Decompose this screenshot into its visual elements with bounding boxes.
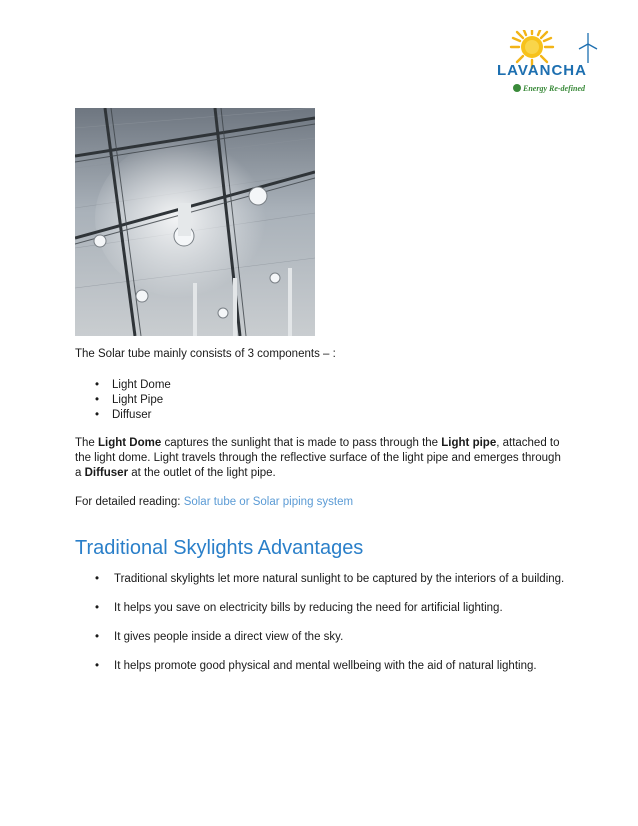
term-diffuser: Diffuser — [84, 467, 129, 479]
list-item: • It helps promote good physical and mental wellbeing with the aid of natural lighting. — [95, 659, 565, 674]
advantages-list — [95, 572, 565, 688]
logo-wordmark: LAVANCHA — [497, 62, 587, 79]
list-item: • Traditional skylights let more natural sunlight to be captured by the interiors of a building. — [95, 572, 565, 587]
solar-tube-link[interactable]: Solar tube or Solar piping system — [183, 496, 354, 508]
list-item: • It helps you save on electricity bills by reducing the need for artificial lighting. — [95, 601, 565, 616]
globe-icon — [513, 84, 521, 92]
intro-text: The Solar tube mainly consists of 3 components – : — [75, 348, 336, 360]
section-heading: Traditional Skylights Advantages — [75, 537, 364, 559]
term-light-dome: Light Dome — [98, 437, 162, 449]
warehouse-ceiling-photo — [75, 108, 315, 336]
list-item: • Light Pipe — [95, 393, 171, 408]
description-paragraph: The Light Dome captures the sunlight that is made to pass through the Light pipe, attached to the light dome. Light travels through the reflective surface of the light pipe and emerges through a Diffuser at the outlet of the light pipe. — [75, 437, 561, 479]
term-light-pipe: Light pipe — [441, 437, 497, 449]
logo-tagline: Energy Re-defined — [523, 84, 585, 93]
list-item: • It gives people inside a direct view of the sky. — [95, 630, 565, 645]
list-item: • Light Dome — [95, 378, 171, 393]
list-item: • Diffuser — [95, 408, 171, 423]
detailed-reading — [75, 495, 353, 510]
wind-turbine-icon — [579, 33, 597, 63]
detailed-reading-label: For detailed reading: — [75, 496, 184, 508]
components-list — [95, 378, 171, 423]
